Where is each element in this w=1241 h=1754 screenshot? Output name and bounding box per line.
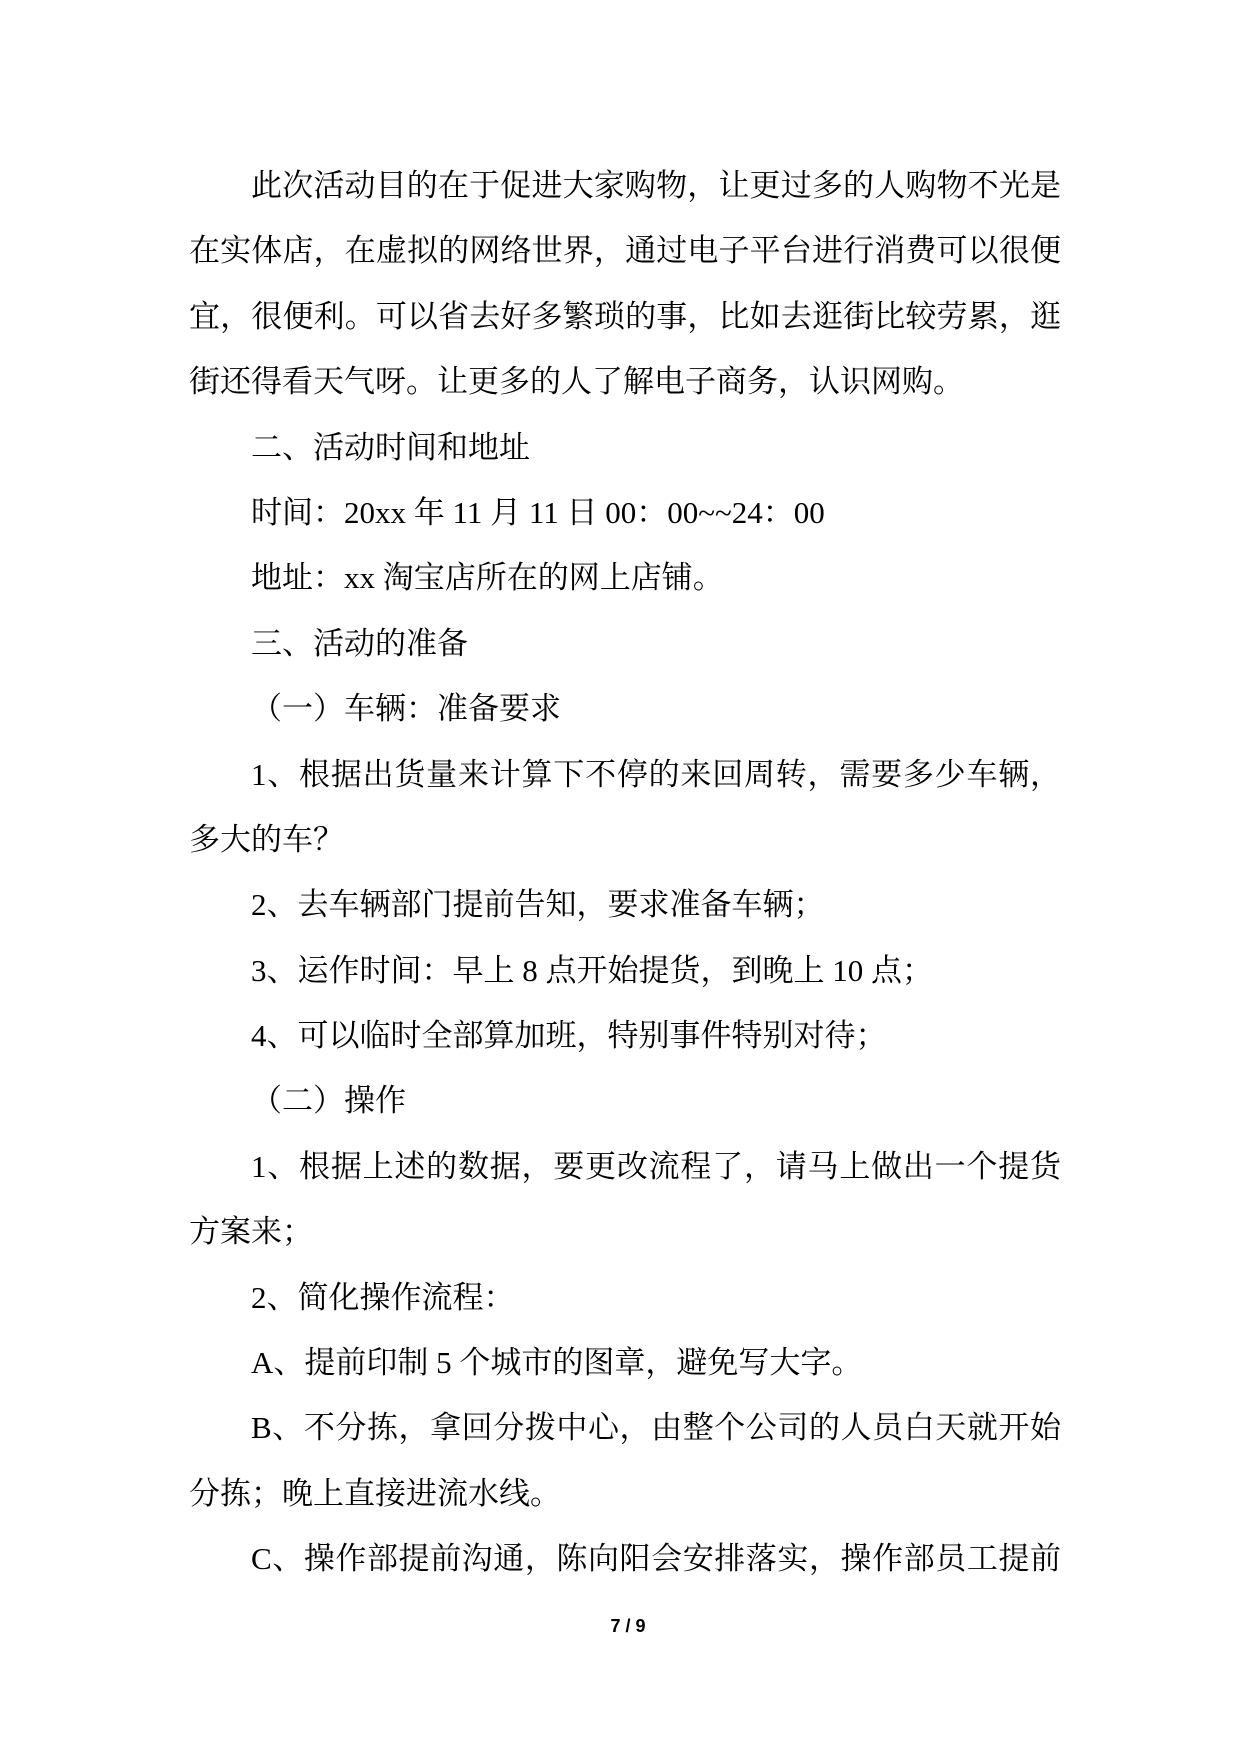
- list-item: [189, 1395, 1061, 1526]
- text-line: 1、根据出货量来计算下不停的来回周转，需要多少车辆，: [251, 756, 1061, 792]
- section-heading: [189, 611, 1061, 676]
- text-line: 2、去车辆部门提前告知，要求准备车辆；: [251, 887, 825, 923]
- text-line: （一）车辆：准备要求: [251, 691, 561, 727]
- text-line: C、操作部提前沟通，陈向阳会安排落实，操作部员工提前: [251, 1541, 1061, 1577]
- text-line: 此次活动目的在于促进大家购物，让更过多的人购物不光是: [251, 168, 1061, 203]
- text-line: 地址：xx 淘宝店所在的网上店铺。: [251, 560, 724, 596]
- list-item: [189, 1003, 1061, 1068]
- text-line: 3、运作时间：早上 8 点开始提货，到晚上 10 点；: [251, 952, 933, 988]
- list-item: [189, 1265, 1061, 1330]
- section-heading: [189, 415, 1061, 480]
- subsection-heading: [189, 676, 1061, 741]
- text-line: A、提前印制 5 个城市的图章，避免写大字。: [251, 1345, 863, 1381]
- text-line: 街还得看天气呀。让更多的人了解电子商务，认识网购。: [189, 364, 964, 400]
- text-line: 2、简化操作流程：: [251, 1279, 515, 1315]
- text-line: 4、可以临时全部算加班，特别事件特别对待；: [251, 1018, 887, 1054]
- text-line: 二、活动时间和地址: [251, 429, 530, 465]
- subsection-heading: [189, 1068, 1061, 1133]
- page-number: 7 / 9: [610, 1616, 646, 1636]
- text-line: 多大的车？: [189, 821, 344, 857]
- text-line: 时间：20xx 年 11 月 11 日 00：00~~24：00: [251, 494, 825, 530]
- text-line: 方案来；: [189, 1214, 313, 1250]
- purpose-paragraph: [189, 153, 1061, 415]
- text-line: B、不分拣，拿回分拨中心，由整个公司的人员白天就开始: [251, 1410, 1061, 1446]
- list-item: [189, 1330, 1061, 1395]
- list-item: [189, 872, 1061, 937]
- list-item: [189, 1526, 1061, 1591]
- list-item: [189, 938, 1061, 1003]
- text-line: 三、活动的准备: [251, 625, 468, 661]
- text-line: 宜，很便利。可以省去好多繁琐的事，比如去逛街比较劳累，逛: [189, 298, 1061, 334]
- text-line: 1、根据上述的数据，要更改流程了，请马上做出一个提货: [251, 1148, 1061, 1184]
- time-paragraph: [189, 480, 1061, 545]
- body-text: [189, 153, 1061, 1592]
- list-item: [189, 1134, 1061, 1265]
- text-line: 分拣；晚上直接进流水线。: [189, 1475, 561, 1511]
- text-line: 在实体店，在虚拟的网络世界，通过电子平台进行消费可以很便: [189, 233, 1061, 269]
- text-line: （二）操作: [251, 1083, 406, 1119]
- address-paragraph: [189, 545, 1061, 610]
- list-item: [189, 742, 1061, 873]
